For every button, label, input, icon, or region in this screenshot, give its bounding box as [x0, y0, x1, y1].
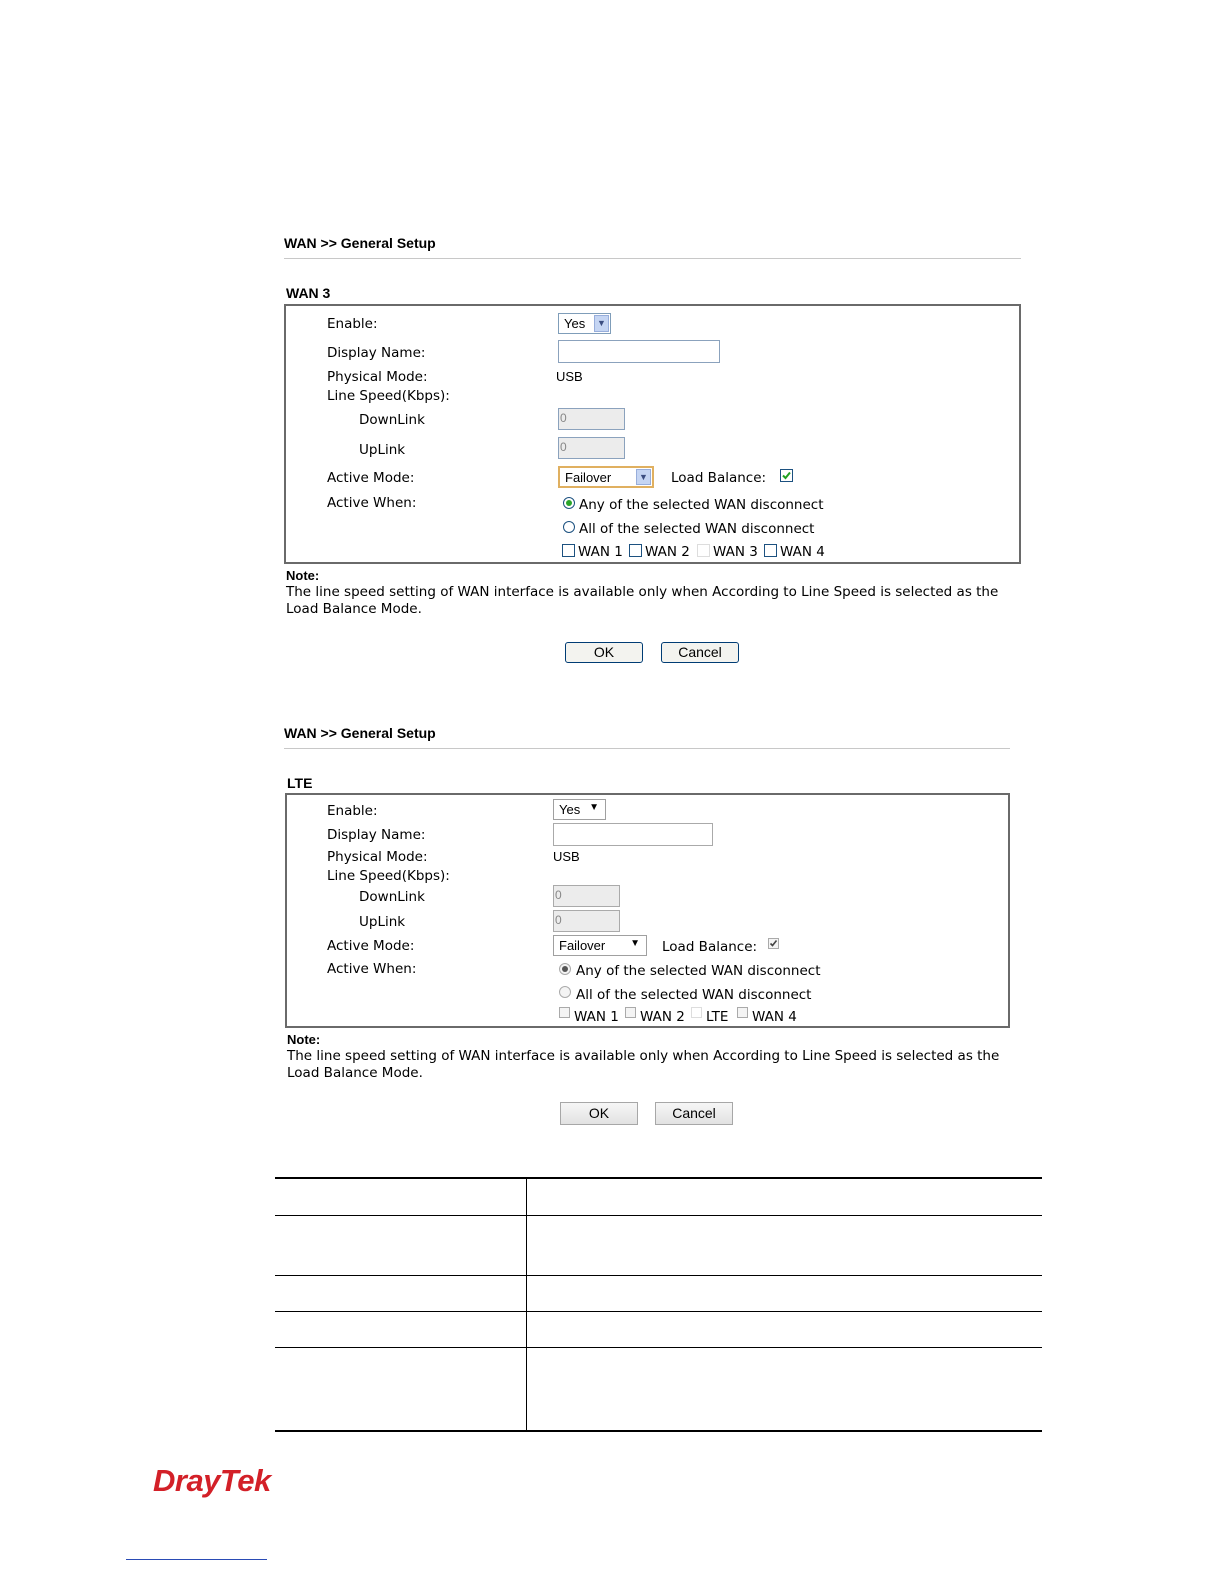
wan3-checkbox[interactable] — [697, 544, 710, 557]
line-speed-label: Line Speed(Kbps): — [327, 388, 450, 404]
footer-rule — [126, 1559, 267, 1560]
physical-mode-value: USB — [556, 369, 583, 384]
radio-all-disconnect[interactable] — [563, 521, 575, 533]
ok-button[interactable]: OK — [565, 642, 643, 663]
enable-select[interactable] — [553, 799, 606, 820]
physical-mode-label: Physical Mode: — [327, 369, 428, 385]
wan2-checkbox[interactable] — [629, 544, 642, 557]
radio-any-disconnect[interactable] — [563, 497, 575, 509]
cancel-button[interactable]: Cancel — [661, 642, 739, 663]
load-balance-checkbox[interactable] — [768, 938, 779, 949]
display-name-label: Display Name: — [327, 827, 426, 843]
enable-select[interactable] — [558, 313, 611, 334]
chevron-down-icon: ▼ — [589, 802, 599, 813]
wan4-checkbox[interactable] — [737, 1007, 748, 1018]
table-rule — [275, 1215, 1042, 1216]
radio-all-label: All of the selected WAN disconnect — [576, 987, 812, 1003]
wan2-checkbox[interactable] — [625, 1007, 636, 1018]
load-balance-label: Load Balance: — [662, 939, 758, 955]
uplink-label: UpLink — [359, 914, 406, 930]
note-title: Note: — [286, 568, 320, 583]
breadcrumb: WAN >> General Setup — [284, 725, 436, 741]
section-title: WAN 3 — [286, 285, 331, 301]
check-icon — [769, 939, 778, 948]
enable-label: Enable: — [327, 316, 378, 332]
radio-all-disconnect[interactable] — [559, 986, 571, 998]
cancel-button[interactable]: Cancel — [655, 1102, 733, 1125]
radio-any-label: Any of the selected WAN disconnect — [576, 963, 821, 979]
draytek-logo: DrayTek — [153, 1463, 271, 1498]
header-divider — [284, 258, 1021, 259]
wan1-label: WAN 1 — [574, 1009, 619, 1025]
load-balance-label: Load Balance: — [671, 470, 767, 486]
active-mode-select-value: Failover — [559, 938, 606, 953]
enable-label: Enable: — [327, 803, 378, 819]
uplink-input[interactable]: 0 — [558, 437, 625, 459]
table-column-divider — [526, 1177, 527, 1431]
radio-any-label: Any of the selected WAN disconnect — [579, 497, 824, 513]
wan2-label: WAN 2 — [645, 544, 690, 560]
downlink-input[interactable]: 0 — [558, 408, 625, 430]
table-rule — [275, 1177, 1042, 1179]
active-mode-label: Active Mode: — [327, 470, 415, 486]
downlink-label: DownLink — [359, 412, 425, 428]
enable-select-value: Yes — [559, 802, 581, 817]
active-when-label: Active When: — [327, 961, 417, 977]
enable-select-value: Yes — [564, 316, 586, 331]
table-rule — [275, 1430, 1042, 1432]
radio-any-disconnect[interactable] — [559, 963, 571, 975]
chevron-down-icon: ▼ — [636, 469, 651, 485]
note-text: The line speed setting of WAN interface is available only when According to Line Speed is selected as the Load Balance Mode. — [286, 584, 999, 617]
wan2-label: WAN 2 — [640, 1009, 685, 1025]
active-mode-label: Active Mode: — [327, 938, 415, 954]
note-text: The line speed setting of WAN interface is available only when According to Line Speed is selected as the Load Balance Mode. — [287, 1048, 1000, 1081]
line-speed-label: Line Speed(Kbps): — [327, 868, 450, 884]
section-title: LTE — [287, 775, 313, 791]
table-rule — [275, 1347, 1042, 1348]
downlink-input[interactable]: 0 — [553, 885, 620, 907]
header-divider — [284, 748, 1010, 749]
chevron-down-icon: ▼ — [630, 938, 640, 949]
lte-checkbox[interactable] — [691, 1007, 702, 1018]
wan4-label: WAN 4 — [780, 544, 825, 560]
display-name-label: Display Name: — [327, 345, 426, 361]
uplink-label: UpLink — [359, 442, 406, 458]
settings-panel — [285, 793, 1010, 1028]
settings-panel — [284, 304, 1021, 564]
load-balance-checkbox[interactable] — [780, 469, 793, 482]
ok-button[interactable]: OK — [560, 1102, 638, 1125]
table-rule — [275, 1311, 1042, 1312]
wan4-checkbox[interactable] — [764, 544, 777, 557]
display-name-input[interactable] — [558, 340, 720, 363]
uplink-input[interactable]: 0 — [553, 910, 620, 932]
note-title: Note: — [287, 1032, 321, 1047]
active-mode-select-value: Failover — [565, 470, 612, 485]
physical-mode-label: Physical Mode: — [327, 849, 428, 865]
table-rule — [275, 1275, 1042, 1276]
display-name-input[interactable] — [553, 823, 713, 846]
chevron-down-icon: ▼ — [594, 315, 609, 332]
physical-mode-value: USB — [553, 849, 580, 864]
wan3-label: WAN 3 — [713, 544, 758, 560]
active-mode-select[interactable] — [558, 466, 654, 488]
downlink-label: DownLink — [359, 889, 425, 905]
wan1-label: WAN 1 — [578, 544, 623, 560]
check-icon — [781, 470, 792, 481]
wan1-checkbox[interactable] — [562, 544, 575, 557]
wan4-label: WAN 4 — [752, 1009, 797, 1025]
radio-all-label: All of the selected WAN disconnect — [579, 521, 815, 537]
active-when-label: Active When: — [327, 495, 417, 511]
breadcrumb: WAN >> General Setup — [284, 235, 436, 251]
active-mode-select[interactable] — [553, 935, 647, 956]
wan1-checkbox[interactable] — [559, 1007, 570, 1018]
lte-label: LTE — [706, 1009, 729, 1025]
